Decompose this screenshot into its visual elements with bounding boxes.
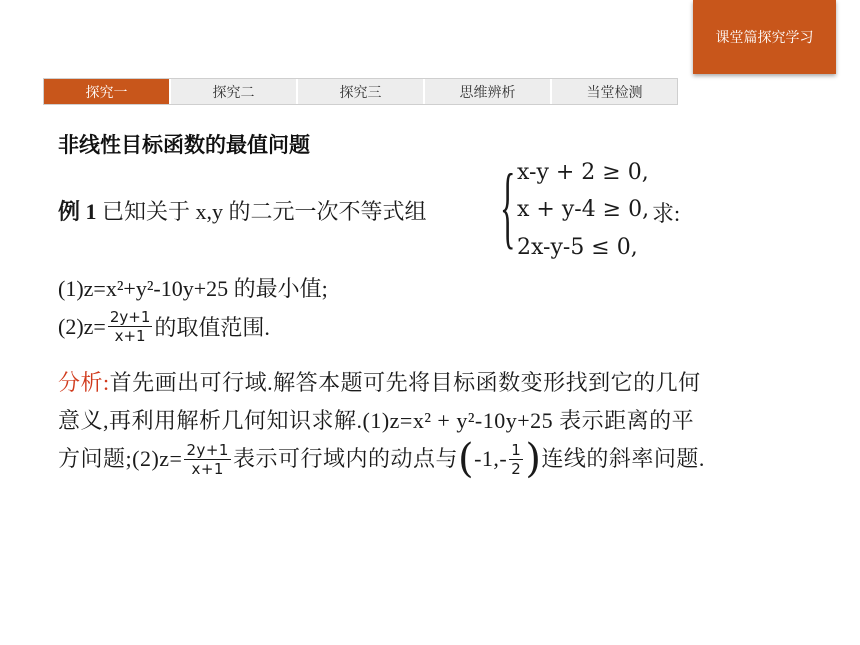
section-title: 非线性目标函数的最值问题	[58, 133, 310, 157]
analysis-text-3c: 连线的斜率问题.	[541, 446, 705, 471]
analysis-numerator: 2y+1	[186, 440, 229, 459]
q2-denominator: x+1	[114, 327, 146, 345]
tab-check[interactable]: 当堂检测	[586, 84, 643, 101]
question-1: (1)z=x²+y²-10y+25 的最小值;	[58, 276, 328, 301]
point-numerator: 1	[511, 440, 522, 459]
example-ask: 求:	[652, 201, 681, 226]
example-intro	[58, 195, 427, 226]
section-badge: 课堂篇探究学习	[693, 0, 836, 74]
analysis-label: 分析:	[58, 370, 110, 395]
inequality-1: x-y + 2 ≥ 0,	[517, 160, 649, 185]
analysis-text-3b: 表示可行域内的动点与	[232, 446, 458, 471]
point-fraction	[509, 441, 523, 478]
analysis-text-2: 意义,再利用解析几何知识求解.(1)z=x² + y²-10y+25 表示距离的平	[58, 408, 695, 433]
example-text: 已知关于 x,y 的二元一次不等式组	[102, 199, 427, 224]
analysis-text-3a: 方问题;(2)z=	[58, 446, 183, 471]
analysis-fraction	[184, 441, 231, 478]
left-paren: (	[458, 436, 475, 482]
question-2	[58, 308, 270, 345]
q2-suffix: 的取值范围.	[154, 315, 270, 340]
analysis-line-2	[58, 402, 823, 440]
tab-explore-3[interactable]: 探究三	[298, 79, 425, 104]
point-coords: -1,-	[474, 446, 508, 471]
system-brace: {	[500, 155, 516, 257]
tab-bar	[43, 78, 678, 105]
analysis-text-1: 首先画出可行域.解答本题可先将目标函数变形找到它的几何	[109, 370, 701, 395]
right-paren: )	[525, 436, 542, 482]
q2-prefix: (2)z=	[58, 313, 106, 339]
inequality-3: 2x-y-5 ≤ 0,	[517, 235, 638, 260]
tab-explore-2[interactable]: 探究二	[171, 79, 298, 104]
point-denominator: 2	[511, 459, 522, 478]
example-label: 例 1	[58, 199, 97, 224]
tab-explore-1[interactable]: 探究一	[44, 79, 171, 104]
analysis-block	[58, 364, 823, 482]
tab-thinking[interactable]: 思维辨析	[425, 79, 552, 104]
inequality-2: x + y-4 ≥ 0,	[517, 197, 650, 222]
analysis-denominator: x+1	[191, 459, 224, 478]
q2-fraction	[108, 308, 153, 345]
q2-numerator: 2y+1	[109, 308, 151, 326]
analysis-line-1	[58, 364, 823, 402]
analysis-line-3	[58, 436, 823, 482]
